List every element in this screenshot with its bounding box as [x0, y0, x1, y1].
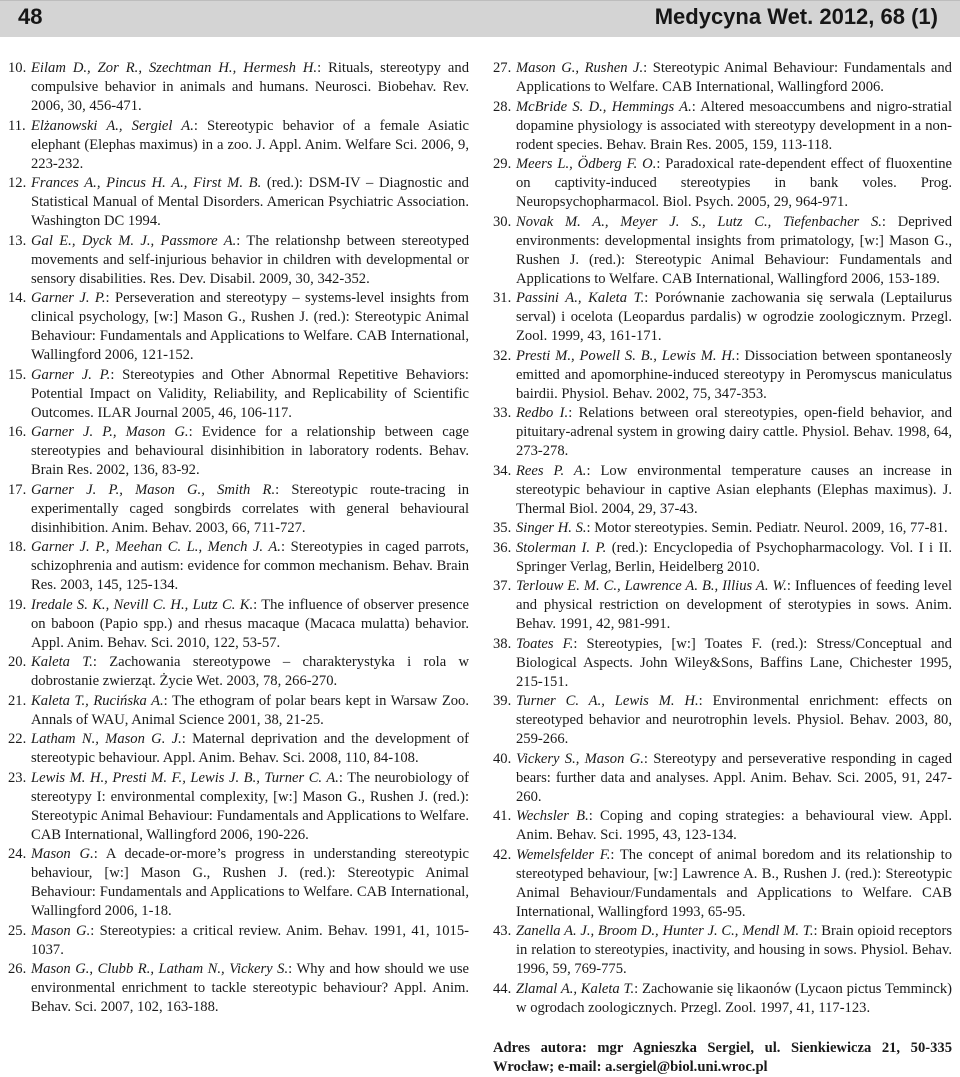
reference-text: : Altered mesoaccumbens and nigro-stratial dopamine physiology is associated with stereotypy development in a non-rodent species. Behav. Brain Res. 2005, 159, 113-118. [516, 98, 952, 153]
reference-text: : Maternal deprivation and the development of stereotypic behaviour. Appl. Anim. Behav. Sci. 2008, 110, 84-108. [31, 731, 469, 766]
reference-authors: Mason G. [31, 846, 94, 862]
reference-authors: Novak M. A., Meyer J. S., Lutz C., Tiefenbacher S. [516, 213, 882, 230]
reference-item [493, 846, 952, 922]
reference-text: : Relations between oral stereotypies, open-field behavior, and pituitary-adrenal system in growing dairy cattle. Physiol. Behav. 1998, 64, 273-278. [516, 405, 952, 459]
reference-item [8, 538, 469, 595]
reference-authors: Mason G., Rushen J. [516, 60, 644, 76]
reference-number: 15. [8, 366, 27, 383]
reference-authors: Eilam D., Zor R., Szechtman H., Hermesh H. [31, 60, 318, 76]
reference-authors: Toates F. [516, 635, 574, 652]
reference-number: 34. [493, 462, 512, 479]
reference-authors: Garner J. P., Meehan C. L., Mench J. A. [31, 539, 281, 555]
reference-item [8, 232, 469, 289]
reference-number: 21. [8, 692, 27, 709]
reference-item [8, 922, 469, 960]
reference-text: : Paradoxical rate-dependent effect of fluoxentine on captivity-induced stereotypies in bank voles. Prog. Neuropsychopharmacol. Biol. Psych. 2005, 29, 964-971. [516, 156, 953, 210]
reference-text: : Coping and coping strategies: a behavioural view. Appl. Anim. Behav. Sci. 1995, 43, 123-134. [516, 808, 952, 843]
reference-number: 41. [493, 808, 512, 824]
reference-item [8, 366, 469, 423]
reference-item [493, 59, 952, 97]
reference-authors: Stolerman I. P. [516, 539, 607, 556]
reference-number: 32. [493, 347, 512, 364]
reference-number: 27. [493, 60, 512, 76]
reference-text: : Motor stereotypies. Semin. Pediatr. Neurol. 2009, 16, 77-81. [586, 520, 948, 536]
page-header [0, 0, 960, 37]
reference-authors: Zlamal A., Kaleta T. [516, 980, 635, 997]
reference-text: : Influences of feeding level and physical restriction on development of sterotypies in sows. Anim. Behav. 1991, 42, 981-991. [516, 578, 952, 632]
reference-text: : Stereotypy and perseverative responding in caged bears: further data and analyses. Appl. Anim. Behav. Sci. 2005, 91, 247-260. [516, 750, 952, 805]
reference-text: (red.): DSM-IV – Diagnostic and Statistical Manual of Mental Disorders. American Psychiatric Association. Washington DC 1994. [31, 175, 469, 229]
reference-text: : Stereotypic Animal Behaviour: Fundamentals and Applications to Welfare. CAB International, Wallingford 2006. [516, 60, 952, 95]
reference-number: 35. [493, 520, 512, 536]
reference-item [493, 519, 952, 538]
reference-number: 26. [8, 961, 27, 977]
journal-title: Medycyna Wet. 2012, 68 (1) [654, 4, 938, 29]
reference-item [493, 635, 952, 692]
reference-item [8, 59, 469, 116]
reference-text: : Stereotypies: a critical review. Anim. Behav. 1991, 41, 1015-1037. [31, 922, 469, 958]
references-left-column [8, 59, 469, 1018]
reference-authors: Passini A., Kaleta T. [516, 290, 645, 306]
reference-text: : Perseveration and stereotypy – systems-level insights from clinical psychology, [w:] Mason G., Rushen J. (red.): Stereotypic Animal Behaviour: Fundamentals and Applications to Welfare. CAB International, Wallingford 2006, 121-152. [31, 290, 469, 363]
reference-item [493, 213, 952, 289]
reference-text: : Deprived environments: developmental insights from primatology, [w:] Mason G., Rushen J. (red.): Stereotypic Animal Behaviour: Fundamentals and Applications to Welfare. CAB International, Wallingford 2006, 153-189. [516, 213, 952, 287]
reference-authors: Elżanowski A., Sergiel A. [31, 117, 194, 134]
reference-item [493, 404, 952, 461]
reference-number: 40. [493, 750, 512, 767]
reference-text: : Low environmental temperature causes an increase in stereotypic behaviour in captive Asian elephants (Elephas maximus). J. Thermal Biol. 2004, 29, 37-43. [516, 462, 953, 517]
reference-authors: Kaleta T. [31, 654, 93, 670]
reference-text: : The ethogram of polar bears kept in Warsaw Zoo. Annals of WAU, Animal Science 2001, 38, 21-25. [31, 692, 470, 728]
reference-number: 18. [8, 539, 27, 555]
reference-item [8, 845, 469, 921]
reference-number: 43. [493, 923, 512, 939]
reference-authors: Frances A., Pincus H. A., First M. B. [31, 175, 262, 191]
reference-number: 14. [8, 290, 27, 306]
reference-item [8, 289, 469, 365]
reference-authors: Latham N., Mason G. J. [31, 731, 182, 747]
reference-text: : Why and how should we use environmental enrichment to tackle stereotypic behaviour? Appl. Anim. Behav. Sci. 2007, 102, 163-188. [31, 961, 469, 1015]
reference-authors: Rees P. A. [516, 462, 587, 479]
reference-authors: Garner J. P. [31, 290, 106, 306]
reference-authors: Wemelsfelder F. [516, 846, 611, 863]
reference-number: 31. [493, 290, 512, 306]
reference-number: 22. [8, 731, 27, 747]
reference-authors: Iredale S. K., Nevill C. H., Lutz C. K. [31, 596, 254, 613]
reference-text: : Environmental enrichment: effects on stereotyped behavior and neurotrophin levels. Physiol. Behav. 2003, 80, 259-266. [516, 693, 952, 747]
reference-text: : Stereotypies and Other Abnormal Repetitive Behaviors: Potential Impact on Validity, Reliability, and Replicability of Scientific Outcomes. ILAR Journal 2005, 46, 106-117. [31, 366, 469, 421]
reference-number: 24. [8, 846, 27, 862]
reference-number: 17. [8, 481, 27, 498]
reference-text: : A decade-or-more’s progress in understanding stereotypic behaviour, [w:] Mason G., Rushen J. (red.): Stereotypic Animal Behaviour: Fundamentals and Applications to Welfare. CAB International, Wallingford 2006, 1-18. [31, 846, 469, 919]
reference-authors: Zanella A. J., Broom D., Hunter J. C., Mendl M. T. [516, 923, 814, 939]
reference-item [8, 481, 469, 538]
reference-text: : Stereotypic behavior of a female Asiatic elephant (Elephas maximus) in a zoo. J. Appl. Anim. Welfare Sci. 2006, 9, 223-232. [31, 117, 469, 172]
reference-item [493, 750, 952, 807]
reference-authors: Singer H. S. [516, 520, 587, 536]
reference-authors: Lewis M. H., Presti M. F., Lewis J. B., Turner C. A. [31, 769, 339, 786]
reference-number: 11. [8, 117, 26, 134]
reference-authors: Kaleta T., Rucińska A. [31, 692, 164, 709]
reference-number: 39. [493, 693, 512, 709]
reference-text: (red.): Encyclopedia of Psychopharmacology. Vol. I i II. Springer Verlag, Berlin, Heidelberg 2010. [516, 539, 952, 575]
reference-authors: Terlouw E. M. C., Lawrence A. B., Illius A. W. [516, 578, 787, 594]
reference-item [493, 980, 952, 1018]
reference-number: 42. [493, 846, 512, 863]
reference-item [493, 347, 952, 404]
reference-text: : Brain opioid receptors in relation to stereotypies, inactivity, and housing in sows. Physiol. Behav. 1996, 59, 769-775. [516, 923, 952, 977]
reference-number: 44. [493, 980, 512, 997]
reference-authors: McBride S. D., Hemmings A. [516, 98, 692, 115]
reference-authors: Turner C. A., Lewis M. H. [516, 693, 699, 709]
reference-text: : Zachowanie się likaonów (Lycaon pictus Temminck) w ogrodach zoologicznych. Przegl. Zool. 1997, 41, 117-123. [516, 980, 952, 1016]
reference-item [8, 730, 469, 768]
reference-item [493, 462, 952, 519]
reference-authors: Gal E., Dyck M. J., Passmore A. [31, 232, 237, 249]
reference-text: : The neurobiology of stereotypy I: environmental complexity, [w:] Mason G., Rushen J. (red.): Stereotypic Animal Behaviour: Fundamentals and Applications to Welfare. CAB International, Wallingford 2006, 190-226. [31, 769, 470, 843]
reference-authors: Mason G., Clubb R., Latham N., Vickery S. [31, 961, 289, 977]
reference-item [8, 653, 469, 691]
reference-number: 30. [493, 213, 512, 230]
reference-authors: Redbo I. [516, 405, 569, 421]
reference-text: : Dissociation between spontaneosly emitted and apomorphine-induced stereotypy in Peromyscus maniculatus bairdii. Physiol. Behav. 2002, 75, 347-353. [516, 347, 952, 402]
reference-number: 33. [493, 405, 512, 421]
reference-item [493, 539, 952, 577]
reference-item [8, 423, 469, 480]
reference-number: 38. [493, 635, 512, 652]
reference-item [493, 922, 952, 979]
reference-number: 28. [493, 98, 512, 115]
reference-number: 20. [8, 654, 27, 670]
reference-authors: Garner J. P. [31, 366, 111, 383]
page-number: 48 [18, 4, 43, 29]
reference-item [493, 98, 952, 155]
reference-number: 10. [8, 60, 27, 76]
reference-authors: Meers L., Ödberg F. O. [516, 156, 657, 172]
reference-text: : The influence of observer presence on baboon (Papio spp.) and rhesus macaque (Macaca mulatta) behavior. Appl. Anim. Behav. Sci. 2010, 122, 53-57. [31, 596, 469, 651]
reference-item [493, 577, 952, 634]
reference-authors: Vickery S., Mason G. [516, 750, 644, 767]
reference-text: : Zachowania stereotypowe – charakterystyka i rola w dobrostanie zwierząt. Życie Wet. 2003, 78, 266-270. [31, 654, 470, 689]
references-right-column [493, 59, 952, 1077]
reference-text: : Stereotypic route-tracing in experimentally caged songbirds correlates with general behavioural disinhibition. Anim. Behav. 2003, 66, 711-727. [31, 481, 469, 536]
reference-item [493, 155, 952, 212]
reference-item [8, 692, 469, 730]
reference-number: 37. [493, 578, 512, 594]
reference-text: : Stereotypies, [w:] Toates F. (red.): Stress/Conceptual and Biological Aspects. John Wiley&Sons, Baffins Lane, Chichester 1995, 215-151. [516, 635, 952, 690]
reference-authors: Garner J. P., Mason G., Smith R. [31, 481, 276, 498]
reference-number: 16. [8, 424, 27, 440]
reference-item [493, 692, 952, 749]
reference-text: : Stereotypies in caged parrots, schizophrenia and autism: evidence for common mechanism. Behav. Brain Res. 2003, 145, 125-134. [31, 539, 469, 593]
reference-number: 29. [493, 156, 512, 172]
reference-number: 12. [8, 175, 27, 191]
reference-item [8, 117, 469, 174]
reference-text: : Evidence for a relationship between cage stereotypies and behavioural disinhibition in laboratory rodents. Behav. Brain Res. 2002, 136, 83-92. [31, 424, 470, 478]
reference-item [8, 960, 469, 1017]
reference-text: : The concept of animal boredom and its relationship to stereotyped behaviour, [w:] Lawrence A. B., Rushen J. (red.): Stereotypic Animal Behaviour/Fundamentals and Applications to Welfare. CAB International, Wallingford 1993, 65-95. [516, 846, 952, 920]
reference-number: 19. [8, 596, 27, 613]
reference-item [8, 174, 469, 231]
reference-authors: Mason G. [31, 922, 91, 939]
reference-number: 36. [493, 539, 512, 556]
reference-text: : The relationshp between stereotyped movements and self-injurious behavior in children with developmental or sensory disabilities. Res. Dev. Disabil. 2009, 30, 342-352. [31, 232, 469, 287]
reference-authors: Presti M., Powell S. B., Lewis M. H. [516, 347, 736, 364]
author-address: Adres autora: mgr Agnieszka Sergiel, ul. Sienkiewicza 21, 50-335 Wrocław; e-mail: a.sergiel@biol.uni.wroc.pl [493, 1039, 952, 1075]
reference-authors: Garner J. P., Mason G. [31, 424, 189, 440]
reference-item [8, 769, 469, 845]
reference-text: : Rituals, stereotypy and compulsive behavior in animals and humans. Neurosci. Biobehav. Rev. 2006, 30, 456-471. [31, 60, 469, 114]
reference-number: 13. [8, 232, 27, 249]
reference-item [493, 807, 952, 845]
reference-item [493, 289, 952, 346]
reference-number: 23. [8, 769, 27, 786]
reference-item [8, 596, 469, 653]
reference-text: : Porównanie zachowania się serwala (Leptailurus serval) i ocelota (Leopardus pardalis) w ogrodzie zoologicznym. Przegl. Zool. 1999, 43, 161-171. [516, 290, 952, 344]
reference-authors: Wechsler B. [516, 808, 589, 824]
reference-number: 25. [8, 922, 27, 939]
